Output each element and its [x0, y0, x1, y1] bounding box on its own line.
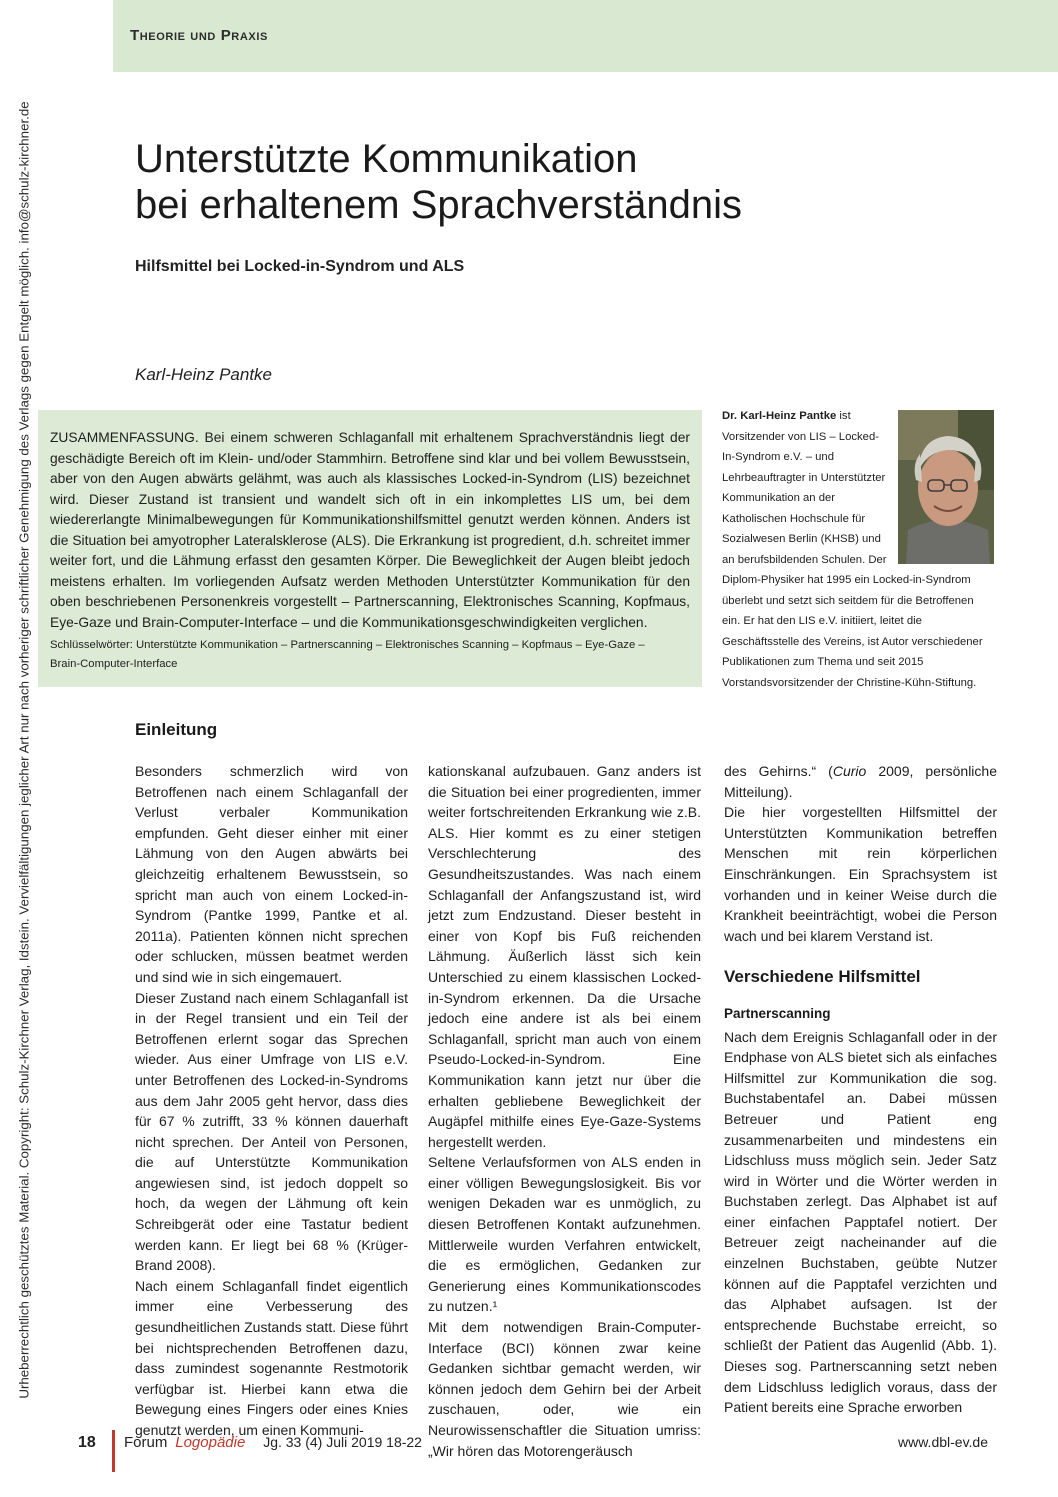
author-portrait-image [898, 410, 994, 564]
body-paragraph-4: Seltene Verlaufsformen von ALS enden in einer völligen Bewegungslosigkeit. Bis vor wenigen Dekaden war es unmöglich, zu diesen Betroffenen Kontakt aufzunehmen. Mittlerweile wurden Verfahren entwickelt, die es ermöglichen, Gedanken zur Generierung eines Kommunikationscodes zu nutzen.¹ [428, 1154, 701, 1315]
body-paragraph-5: Mit dem notwendigen Brain-Computer-Interface (BCI) können zwar keine Gedanken sichtbar gemacht werden, wir können jedoch dem Gehirn bei der Arbeit zuschauen, oder, wie ein Neurowissenschaftler die Situation umriss: „Wir hören das Motorengeräusch [428, 1319, 701, 1459]
article-title-line-1: Unterstützte Kommunikation [135, 137, 638, 181]
bio-author-name: Dr. Karl-Heinz Pantke [722, 410, 837, 422]
author-photo [898, 410, 994, 564]
journal-issue: Jg. 33 (4) Juli 2019 18-22 [263, 1434, 422, 1450]
body-column-2 [428, 761, 701, 1461]
journal-name-logopaedie: Logopädie [175, 1434, 246, 1451]
body-paragraph-3: Nach einem Schlaganfall findet eigentlich immer eine Verbesserung des gesundheitlichen Zustands statt. Diese führt bei nichtsprechenden Betroffenen dazu, dass zumindest sogenannte Restmotorik verfügbar ist. Hierbei kann etwa die Bewegung eines Fingers oder eines Knies genutzt werden, um einen Kommuni- [135, 1277, 408, 1438]
heading-einleitung: Einleitung [135, 720, 218, 739]
copyright-side-note [4, 60, 44, 1440]
footer-journal [124, 1434, 422, 1451]
bio-text: ist Vorsitzender von LIS – Locked-In-Syndrom e.V. – und Lehrbeauftragter in Unterstützter Kommunikation an der Katholischen Hochschule für Sozialwesen Berlin (KHSB) und an berufsbildenden Schulen. Der Diplom-Physiker hat 1995 ein Locked-in-Syndrom überlebt und setzt sich seitdem für die Betroffenen ein. Er hat den LIS e.V. initiiert, leitet die Geschäftsstelle des Vereins, ist Autor verschiedener Publikationen zum Thema und seit 2015 Vorstandsvorsitzender der Christine-Kühn-Stiftung. [722, 410, 983, 689]
body-paragraph-7: Nach dem Ereignis Schlaganfall oder in der Endphase von ALS bietet sich als einfaches Hilfsmittel zur Kommunikation die sog. Buchstabentafel an. Dabei müssen Betreuer und Patient eng zusammenarbeiten und mindestens ein Lidschluss muss möglich sein. Jeder Satz wird in Wörter und die Wörter werden in Buchstaben zerlegt. Das Alphabet ist auf einer einfachen Papptafel notiert. Der Betreuer zeigt nacheinander auf die einzelnen Buchstaben, geübte Nutzer können auf die Papptafel verzichten und das Alphabet aufsagen. Ist der entsprechende Buchstabe erreicht, so schließt der Patient das Augenlid (Abb. 1). Dieses sog. Partnerscanning setzt neben dem Lidschluss lediglich voraus, dass der Patient bereits eine Sprache erworben [724, 1028, 997, 1416]
body-column-3 [724, 761, 997, 1418]
journal-name-forum: Forum [124, 1434, 168, 1451]
article-title-line-2: bei erhaltenem Sprachverständnis [135, 183, 743, 227]
body-paragraph-3-cont: kationskanal aufzubauen. Ganz anders ist die Situation bei einer progredienten, immer weiter fortschreitenden Erkrankung wie z.B. ALS. Hier kommt es zu einer stetigen Verschlechterung des Gesundheitszustandes. Was nach einem Schlaganfall der Anfangszustand ist, wird jetzt zum Endzustand. Dieser besteht in einer von Kopf bis Fuß reichenden Lähmung. Äußerlich lässt sich kein Unterschied zu einem klassischen Locked-in-Syndrom erkennen. Da die Ursache jedoch eine andere ist als bei einem Schlaganfall, spricht man auch von einem Pseudo-Locked-in-Syndrom. Eine Kommunikation kann jetzt nur über die erhalten gebliebene Beweglichkeit der Augäpfel mithilfe eines Eye-Gaze-Systems hergestellt werden. [428, 763, 701, 1150]
article-subtitle: Hilfsmittel bei Locked-in-Syndrom und ALS [135, 258, 465, 275]
body-paragraph-5-cont: des Gehirns.“ (Curio 2009, persönliche Mitteilung). [724, 763, 997, 800]
body-column-1 [135, 720, 408, 1441]
copyright-side-note-text: Urheberrechtlich geschütztes Material. Copyright: Schulz-Kirchner Verlag, Idstein. Vervielfältigungen jeglicher Art nur nach vorheriger schriftlicher Genehmigung des Verlags gegen Entgelt möglich. info@schulz-kirchner.de [16, 101, 32, 1399]
footer-url[interactable]: www.dbl-ev.de [898, 1434, 989, 1450]
heading-verschiedene-hilfsmittel: Verschiedene Hilfsmittel [724, 967, 921, 987]
body-paragraph-2: Dieser Zustand nach einem Schlaganfall ist in der Regel transient und ein Teil der Betroffenen erlernt sogar das Sprechen wieder. Aus einer Umfrage von LIS e.V. unter Betroffenen des Locked-in-Syndroms aus dem Jahr 2005 geht hervor, dass dies für 67 % zutrifft, 33 % können dauerhaft nicht sprechen. Der Anteil von Personen, die auf Unterstützte Kommunikation angewiesen sind, ist jedoch doppelt so hoch, da wegen der Lähmung oft kein Schreibgerät oder eine Tastatur bedient werden kann. Er liegt bei 68 % (Krüger-Brand 2008). [135, 989, 408, 1274]
abstract-text: ZUSAMMENFASSUNG. Bei einem schweren Schlaganfall mit erhaltenem Sprachverständnis liegt der geschädigte Bereich oft im Klein- und/oder Stammhirn. Betroffene sind klar und bei vollem Bewusstsein, aber von den Augen abwärts gelähmt, was auch als klassisches Locked-in-Syndrom (LIS) bezeichnet wird. Dieser Zustand ist transient und wandelt sich oft in ein inkomplettes LIS um, bei dem wiedererlangte Minimalbewegungen für Kommunikationshilfsmittel genutzt werden können. Anders ist die Situation bei amyotropher Lateralsklerose (ALS). Die Erkrankung ist progredient, d.h. schreitet immer weiter fort, und die Lähmung erfasst den gesamten Körper. Die Beweglichkeit der Augen bleibt jedoch meistens erhalten. Im vorliegenden Aufsatz werden Methoden Unterstützter Kommunikation für den oben beschriebenen Personenkreis vorgestellt – Partnerscanning, Elektronisches Scanning, Kopfmaus, Eye-Gaze und Brain-Computer-Interface – und die Kommunikationsgeschwindigkeiten verglichen. [50, 430, 690, 630]
footer-divider [112, 1430, 115, 1472]
article-author: Karl-Heinz Pantke [135, 365, 273, 384]
body-paragraph-1: Besonders schmerzlich wird von Betroffenen nach einem Schlaganfall der Verlust verbaler Kommunikation empfunden. Geht dieser einher mit einer Lähmung von den Augen abwärts bei gleichzeitig erhaltenem Bewusstsein, so spricht man auch von einem Locked-in-Syndrom (Pantke 1999, Pantke et al. 2011a). Patienten können nicht sprechen oder schlucken, müssen beatmet werden und sind wie in sich eingemauert. [135, 763, 408, 985]
body-paragraph-6: Die hier vorgestellten Hilfsmittel der Unterstützten Kommunikation betreffen Menschen mit rein körperlichen Einschränkungen. Ein Sprachsystem ist vorhanden und in keiner Weise durch die Krankheit beeinträchtigt, wobei die Person wach und bei klarem Verstand ist. [724, 804, 997, 944]
section-label: Theorie und Praxis [130, 27, 268, 44]
page-number: 18 [78, 1434, 96, 1451]
article-title [135, 136, 835, 228]
keywords-text: Schlüsselwörter: Unterstützte Kommunikation – Partnerscanning – Elektronisches Scanning – Kopfmaus – Eye-Gaze – Brain-Computer-Interface [50, 639, 645, 670]
heading-partnerscanning: Partnerscanning [724, 1005, 831, 1021]
